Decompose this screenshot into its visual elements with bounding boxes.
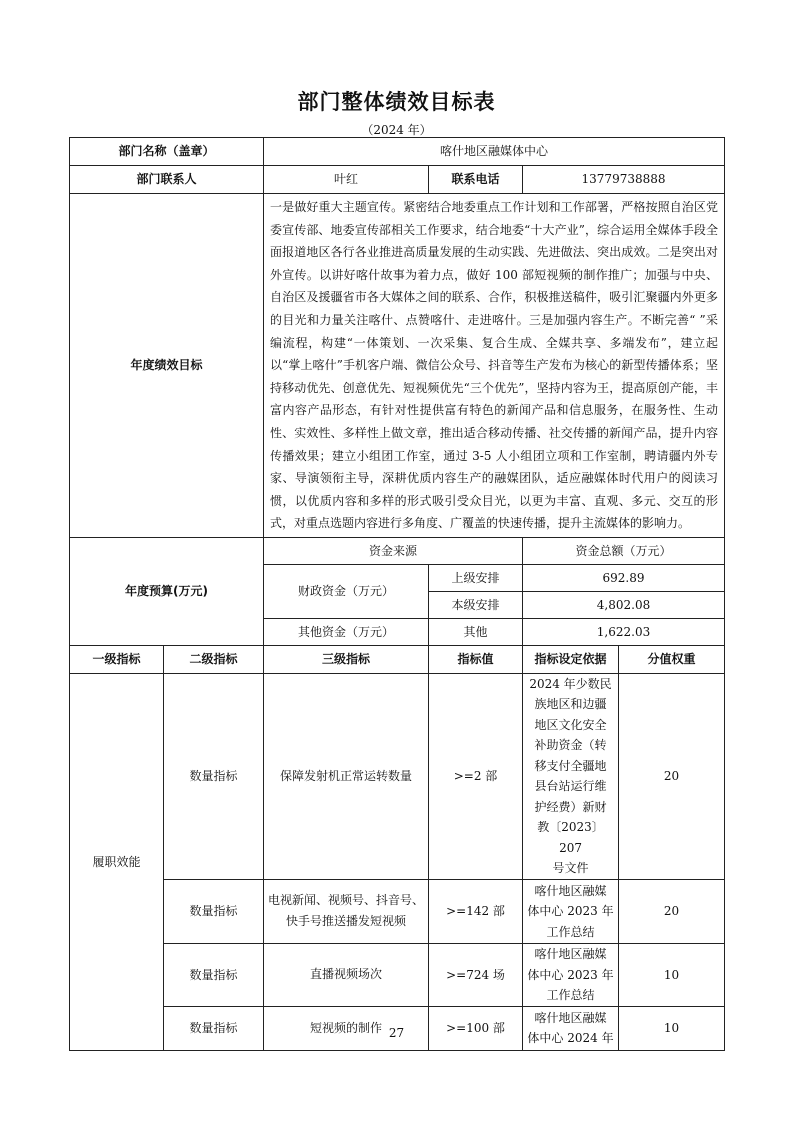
- col-value-header: 指标值: [429, 645, 523, 673]
- budget-header-row: [70, 537, 725, 564]
- col-level3-header: 三级指标: [264, 645, 429, 673]
- upper-label: 上级安排: [429, 564, 523, 591]
- indicator-value-cell: >=142 部: [429, 879, 523, 943]
- goal-text: 一是做好重大主题宣传。紧密结合地委重点工作计划和工作部署，严格按照自治区党委宣传部、地委宣传部相关工作要求，结合地委“十大产业”，综合运用全媒体手段全面报道地区各行各业推进高质量发展的生动实践、先进做法、突出成效。二是突出对外宣传。以讲好喀什故事为着力点，做好 100 部短视频的制作推广；加强与中央、自治区及援疆省市各大媒体之间的联系、合作，积极推送稿件，吸引汇聚疆内外更多的目光和力量关注喀什、点赞喀什、走进喀什。三是加强内容生产。不断完善“ ”采编流程，构建“一体策划、一次采集、复合生成、全媒共享、多端发布”，建立起以“掌上喀什”手机客户端、微信公众号、抖音等生产发布为核心的新型传播体系；坚持移动优先、创意优先、短视频优先“三个优先”，坚持内容为王，提高原创产能，丰富内容产品形态，有针对性提供富有特色的新闻产品和信息服务，在服务性、生动性、实效性、多样性上做文章，推出适合移动传播、社交传播的新闻产品，提升内容传播效果；建立小组团工作室，通过 3-5 人小组团立项和工作室制，聘请疆内外专家、导演领衔主导，深耕优质内容生产的融媒团队，适应融媒体时代用户的阅读习惯，以优质内容和多样的形式吸引受众目光，以更为丰富、直观、多元、交互的形式，对重点选题内容进行多角度、广覆盖的快速传播，提升主流媒体的影响力。: [264, 194, 725, 538]
- local-value: 4,802.08: [523, 591, 725, 618]
- table-row: [70, 879, 725, 943]
- dept-name-label: 部门名称（盖章）: [70, 138, 264, 166]
- other-value: 1,622.03: [523, 618, 725, 645]
- basis-cell: 喀什地区融媒 体中心 2024 年: [523, 1006, 619, 1050]
- weight-cell: 20: [619, 673, 725, 879]
- contact-row: [70, 166, 725, 194]
- table-row: [70, 943, 725, 1006]
- weight-cell: 10: [619, 943, 725, 1006]
- page-title: 部门整体绩效目标表: [297, 90, 496, 114]
- dept-name-value: 喀什地区融媒体中心: [264, 138, 725, 166]
- col-weight-header: 分值权重: [619, 645, 725, 673]
- indicator-value-cell: >=724 场: [429, 943, 523, 1006]
- col-basis-header: 指标设定依据: [523, 645, 619, 673]
- phone-label: 联系电话: [429, 166, 523, 194]
- phone-value: 13779738888: [523, 166, 725, 194]
- level3-cell: 直播视频场次: [264, 943, 429, 1006]
- local-label: 本级安排: [429, 591, 523, 618]
- col-level2-header: 二级指标: [164, 645, 264, 673]
- level2-cell: 数量指标: [164, 879, 264, 943]
- level3-cell: 保障发射机正常运转数量: [264, 673, 429, 879]
- level2-cell: 数量指标: [164, 1006, 264, 1050]
- other-label: 其他: [429, 618, 523, 645]
- basis-cell: 2024 年少数民 族地区和边疆 地区文化安全 补助资金（转 移支付全疆地 县台站运行维 护经费）新财 教〔2023〕207 号文件: [523, 673, 619, 879]
- basis-cell: 喀什地区融媒 体中心 2023 年 工作总结: [523, 943, 619, 1006]
- other-fund-label: 其他资金（万元）: [264, 618, 429, 645]
- weight-cell: 20: [619, 879, 725, 943]
- level3-cell: 电视新闻、视频号、抖音号、 快手号推送播发短视频: [264, 879, 429, 943]
- contact-value: 叶红: [264, 166, 429, 194]
- fund-total-header: 资金总额（万元）: [523, 537, 725, 564]
- indicator-header-row: [70, 645, 725, 673]
- goal-row: [70, 194, 725, 538]
- weight-cell: 10: [619, 1006, 725, 1050]
- level1-cell: 履职效能: [70, 673, 164, 1050]
- indicator-value-cell: >=2 部: [429, 673, 523, 879]
- fund-source-header: 资金来源: [264, 537, 523, 564]
- basis-cell: 喀什地区融媒 体中心 2023 年 工作总结: [523, 879, 619, 943]
- level3-cell: 短视频的制作: [264, 1006, 429, 1050]
- budget-label: 年度预算(万元): [70, 537, 264, 645]
- col-level1-header: 一级指标: [70, 645, 164, 673]
- upper-value: 692.89: [523, 564, 725, 591]
- page-number: 27: [388, 1026, 405, 1040]
- level2-cell: 数量指标: [164, 943, 264, 1006]
- year-label: （2024 年）: [361, 123, 432, 137]
- indicator-value-cell: >=100 部: [429, 1006, 523, 1050]
- performance-table: [69, 137, 725, 1051]
- level2-cell: 数量指标: [164, 673, 264, 879]
- contact-label: 部门联系人: [70, 166, 264, 194]
- fiscal-fund-label: 财政资金（万元）: [264, 564, 429, 618]
- dept-name-row: [70, 138, 725, 166]
- table-row: [70, 673, 725, 879]
- goal-label: 年度绩效目标: [70, 194, 264, 538]
